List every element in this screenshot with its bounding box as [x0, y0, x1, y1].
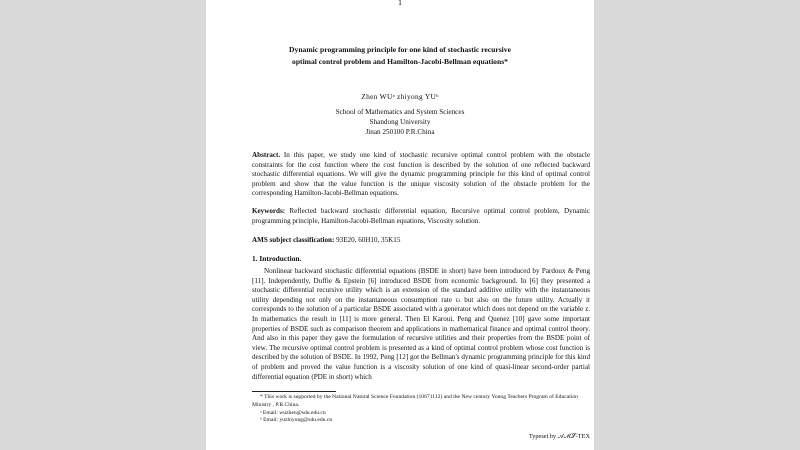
footnote-email-yu: ᵇ Email: yuzhiyong@sdu.edu.cn [260, 417, 333, 424]
abstract-text: In this paper, we study one kind of stochastic recursive optimal control problem with the obstacle constraints for the cost function where the cost function is described by the solution of one reflected backward stochastic differential equations. We will give the dynamic programming principle for this kind of optimal control problem and show that the value function is the unique viscosity solution of the obstacle problem for the corresponding Hamilton-Jacobi-Bellman equations. [252, 151, 590, 198]
ams-text: 93E20, 60H10, 35K15 [334, 236, 401, 244]
footnote-email-wu: ᵃ Email: wuzhen@sdu.edu.cn [260, 409, 326, 416]
keywords-text: Reflected backward stochastic differential equation, Recursive optimal control problem, Dynamic programming principle, Hamilton-Jacobi-Bellman equations, Viscosity solution. [252, 207, 590, 225]
affiliation-line-3: Jinan 250100 P.R.China [365, 128, 435, 136]
affiliation-line-2: Shandong University [369, 118, 431, 126]
keywords [252, 207, 590, 226]
abstract [252, 151, 590, 199]
paper-page [206, 0, 594, 450]
introduction-paragraph: Nonlinear backward stochastic differential equations (BSDE in short) have been introduced by Pardoux & Peng [11]. Independently, Duffie & Epstein [6] introduced BSDE from economic background. In [6] they presented a stochastic differential recursive utility which is an extension of the standard additive utility with the instantaneous utility depending not only on the instantaneous consumption rate cₜ but also on the future utility. Actually it corresponds to the solution of a particular BSDE associated with a generator which does not depend on the variable z. In mathematics the result in [11] is more general. Then El Karoui, Peng and Quenez [10] gave some important properties of BSDE such as comparison theorem and applications in mathematical finance and optimal control theory. And also in this paper they gave the formulation of recursive utilities and their properties from the BSDE point of view. The recursive optimal control problem is presented as a kind of optimal control problem whose cost function is described by the solution of BSDE. In 1992, Peng [12] got the Bellman's dynamic programming principle for this kind of problem and proved the value function is a viscosity solution of one kind of quasi-linear second-order partial differential equation (PDE in short) which [252, 267, 590, 381]
keywords-label: Keywords: [252, 207, 286, 215]
page-number: 1 [398, 0, 402, 7]
abstract-label: Abstract. [252, 151, 281, 159]
affiliation [206, 107, 594, 137]
typeset-notice: Typeset by 𝒜ℳ𝒮-TEX [528, 433, 590, 440]
title-line-2: optimal control problem and Hamilton-Jacobi-Bellman equations* [292, 57, 508, 66]
footnote-funding: * This work is supported by the National Natural Science Foundation (10671112) and the New century Young Teachers Program of Education Ministry , P.R.China. [252, 394, 578, 408]
authors: Zhen WUᵃ zhiyong YUᵇ [361, 92, 439, 101]
affiliation-line-1: School of Mathematics and System Sciences [335, 108, 465, 116]
footnote-divider [252, 391, 336, 392]
footnotes [252, 394, 590, 425]
title-line-1: Dynamic programming principle for one kind of stochastic recursive [289, 45, 511, 54]
ams-label: AMS subject classification: [252, 236, 335, 244]
paper-title [206, 44, 594, 68]
section-heading-introduction: 1. Introduction. [252, 254, 302, 263]
ams-classification [252, 236, 590, 246]
